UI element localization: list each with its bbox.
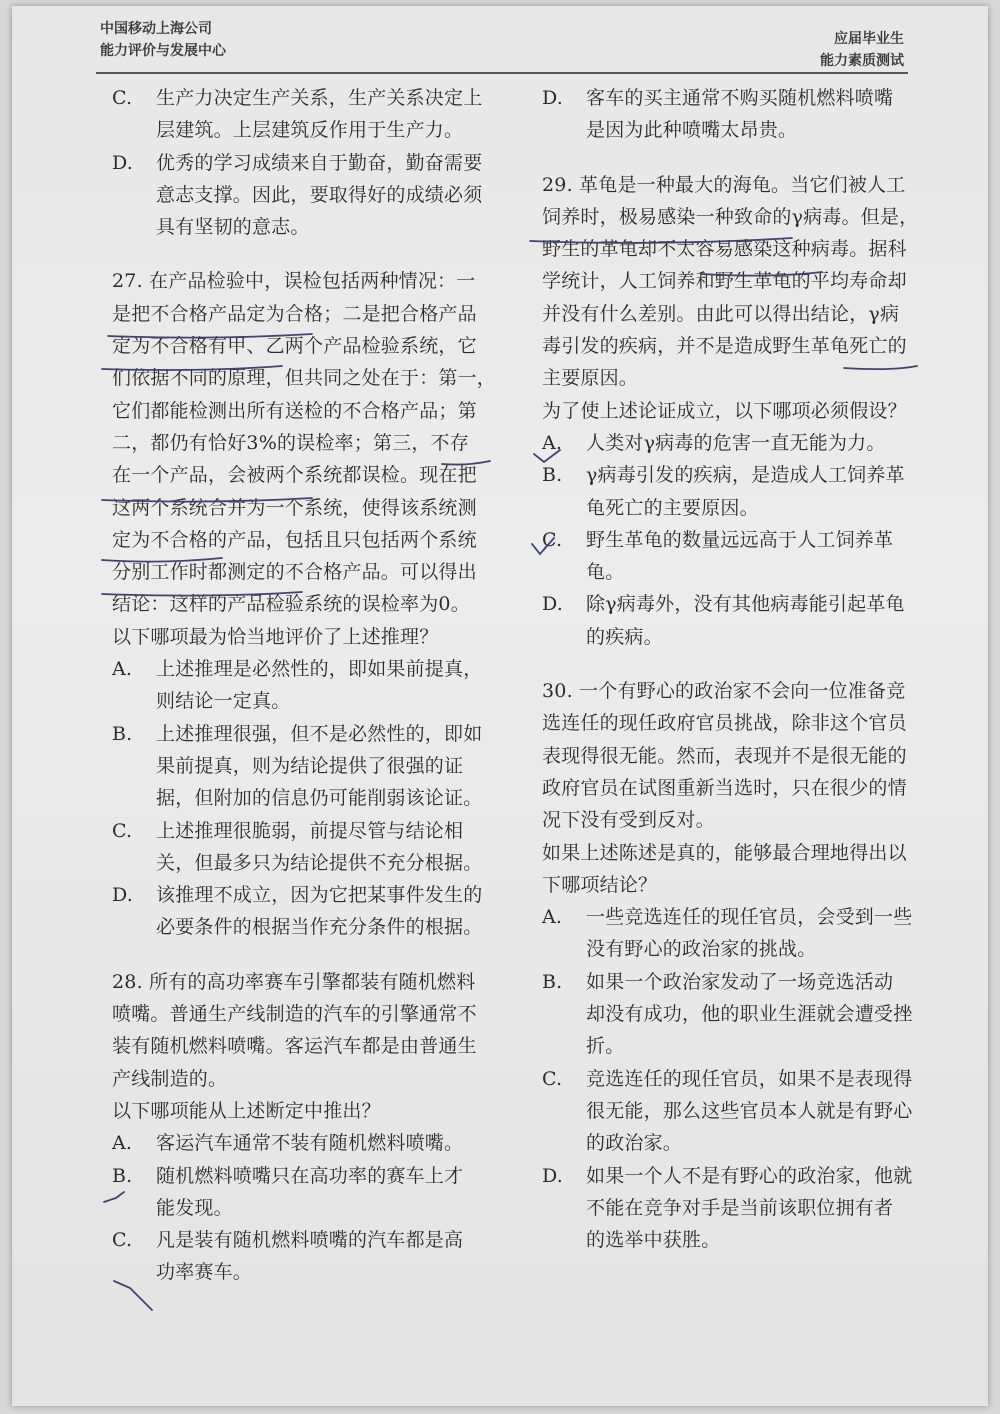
q30-stem: 30. 一个有野心的政治家不会向一位准备竞 选连任的现任政府官员挑战，除非这个官员 表现得很无能。然而，表现并不是很无能的 政府官员在试图重新当选时，只在很少的情 况下没有受到反对。 如果上述陈述是真的，能够最合理地得出以 下哪项结论？ — [542, 680, 907, 896]
option-text: 上述推理是必然性的，即如果前提真， 则结论一定真。 — [156, 658, 483, 713]
header-divider — [96, 72, 908, 74]
left-column — [112, 82, 512, 1289]
header-left — [100, 18, 226, 62]
option-text: 优秀的学习成绩来自于勤奋，勤奋需要 意志支撑。因此，要取得好的成绩必须 具有坚韧的意志。 — [156, 151, 483, 239]
q28-option-c — [112, 1224, 512, 1289]
q28-option-a — [112, 1127, 512, 1159]
option-letter: D. — [542, 593, 563, 616]
header-test-name: 能力素质测试 — [820, 53, 904, 69]
q26-option-d — [112, 147, 512, 244]
header-audience: 应届毕业生 — [834, 31, 904, 47]
header-right — [820, 28, 904, 72]
option-letter: C. — [542, 528, 563, 551]
q27-option-c — [112, 815, 512, 880]
option-text: 如果一个政治家发动了一场竞选活动 却没有成功，他的职业生涯就会遭受挫 折。 — [586, 970, 913, 1058]
option-text: 一些竞选连任的现任官员，会受到一些 没有野心的政治家的挑战。 — [586, 906, 913, 961]
option-text: 竞选连任的现任官员，如果不是表现得 很无能，那么这些官员本人就是有野心 的政治家。 — [586, 1067, 913, 1155]
q28-stem: 28. 所有的高功率赛车引擎都装有随机燃料 喷嘴。普通生产线制造的汽车的引擎通常不 装有随机燃料喷嘴。客运汽车都是由普通生 产线制造的。 以下哪项能从上述断定中推出？ — [112, 970, 477, 1122]
q29-option-b — [542, 459, 952, 524]
header-department: 能力评价与发展中心 — [100, 43, 226, 59]
option-letter: A. — [542, 431, 563, 454]
q30-option-b — [542, 966, 952, 1063]
q27-option-d — [112, 879, 512, 944]
option-text: 如果一个人不是有野心的政治家，他就 不能在竞争对手是当前该职位拥有者 的选举中获胜。 — [586, 1164, 913, 1252]
option-text: 生产力决定生产关系，生产关系决定上 层建筑。上层建筑反作用于生产力。 — [156, 87, 483, 142]
option-letter: B. — [542, 970, 563, 993]
q30-option-a — [542, 901, 952, 966]
q27-stem: 27. 在产品检验中，误检包括两种情况：一 是把不合格产品定为合格；二是把合格产品 定为不合格有甲、乙两个产品检验系统，它 们依据不同的原理，但共同之处在于：第一， 它们都能检测出所有送检的不合格产品；第 二，都仍有恰好3%的误检率；第三，不存 在一个产品，会被两个系统都误检。现在把 这两个系统合并为一个系统，使得该系统测 定为不合格的产品，包括且只包括两个系统 分别工作时都测定的不合格产品。可以得出 结论：这样的产品检验系统的误检率为0。 以下哪项最为恰当地评价了上述推理？ — [112, 270, 497, 648]
option-letter: D. — [542, 1164, 563, 1187]
option-letter: D. — [112, 151, 133, 174]
q30-option-c — [542, 1063, 952, 1160]
option-letter: C. — [112, 87, 133, 109]
option-letter: C. — [542, 1067, 563, 1090]
option-letter: A. — [112, 1132, 133, 1155]
q29-option-c — [542, 524, 952, 589]
option-letter: D. — [112, 884, 133, 907]
option-text: 该推理不成立，因为它把某事件发生的 必要条件的根据当作充分条件的根据。 — [156, 884, 483, 939]
option-text: 上述推理很强，但不是必然性的，即如 果前提真，则为结论提供了很强的证 据，但附加的信息仍可能削弱该论证。 — [156, 722, 483, 810]
option-letter: B. — [112, 722, 133, 745]
option-text: γ病毒引发的疾病，是造成人工饲养革 龟死亡的主要原因。 — [586, 464, 905, 519]
q28-option-d — [542, 82, 952, 147]
option-text: 上述推理很脆弱，前提尽管与结论相 关，但最多只为结论提供不充分根据。 — [156, 819, 483, 874]
option-letter: A. — [542, 906, 563, 929]
option-letter: C. — [112, 819, 133, 842]
option-letter: B. — [112, 1164, 133, 1187]
q29-stem: 29. 革龟是一种最大的海龟。当它们被人工 饲养时，极易感染一种致命的γ病毒。但是， 野生的革龟却不太容易感染这种病毒。据科 学统计，人工饲养和野生革龟的平均寿命却 并没有什么差别。由此可以得出结论，γ病 毒引发的疾病，并不是造成野生革龟死亡的 主要原因。 为了使上述论证成立，以下哪项必须假设？ — [542, 173, 919, 422]
option-letter: D. — [542, 87, 563, 109]
option-text: 随机燃料喷嘴只在高功率的赛车上才 能发现。 — [156, 1164, 464, 1219]
q29-option-a — [542, 427, 952, 459]
exam-page — [12, 6, 988, 1406]
right-column — [542, 82, 952, 1256]
option-text: 除γ病毒外，没有其他病毒能引起革龟 的疾病。 — [586, 593, 905, 648]
q28-option-b — [112, 1160, 512, 1225]
q26-option-c — [112, 82, 512, 147]
option-text: 凡是装有随机燃料喷嘴的汽车都是高 功率赛车。 — [156, 1229, 464, 1284]
option-text: 客运汽车通常不装有随机燃料喷嘴。 — [156, 1132, 464, 1155]
header-company: 中国移动上海公司 — [100, 21, 212, 37]
option-letter: B. — [542, 464, 563, 487]
q27-option-b — [112, 718, 512, 815]
option-text: 野生革龟的数量远远高于人工饲养革 龟。 — [586, 528, 894, 584]
option-letter: A. — [112, 658, 133, 681]
q30-option-d — [542, 1160, 952, 1257]
option-letter: C. — [112, 1229, 133, 1252]
q27-option-a — [112, 653, 512, 718]
option-text: 人类对γ病毒的危害一直无能为力。 — [586, 431, 886, 454]
q29-option-d — [542, 588, 952, 653]
option-text: 客车的买主通常不购买随机燃料喷嘴 是因为此种喷嘴太昂贵。 — [586, 87, 894, 142]
